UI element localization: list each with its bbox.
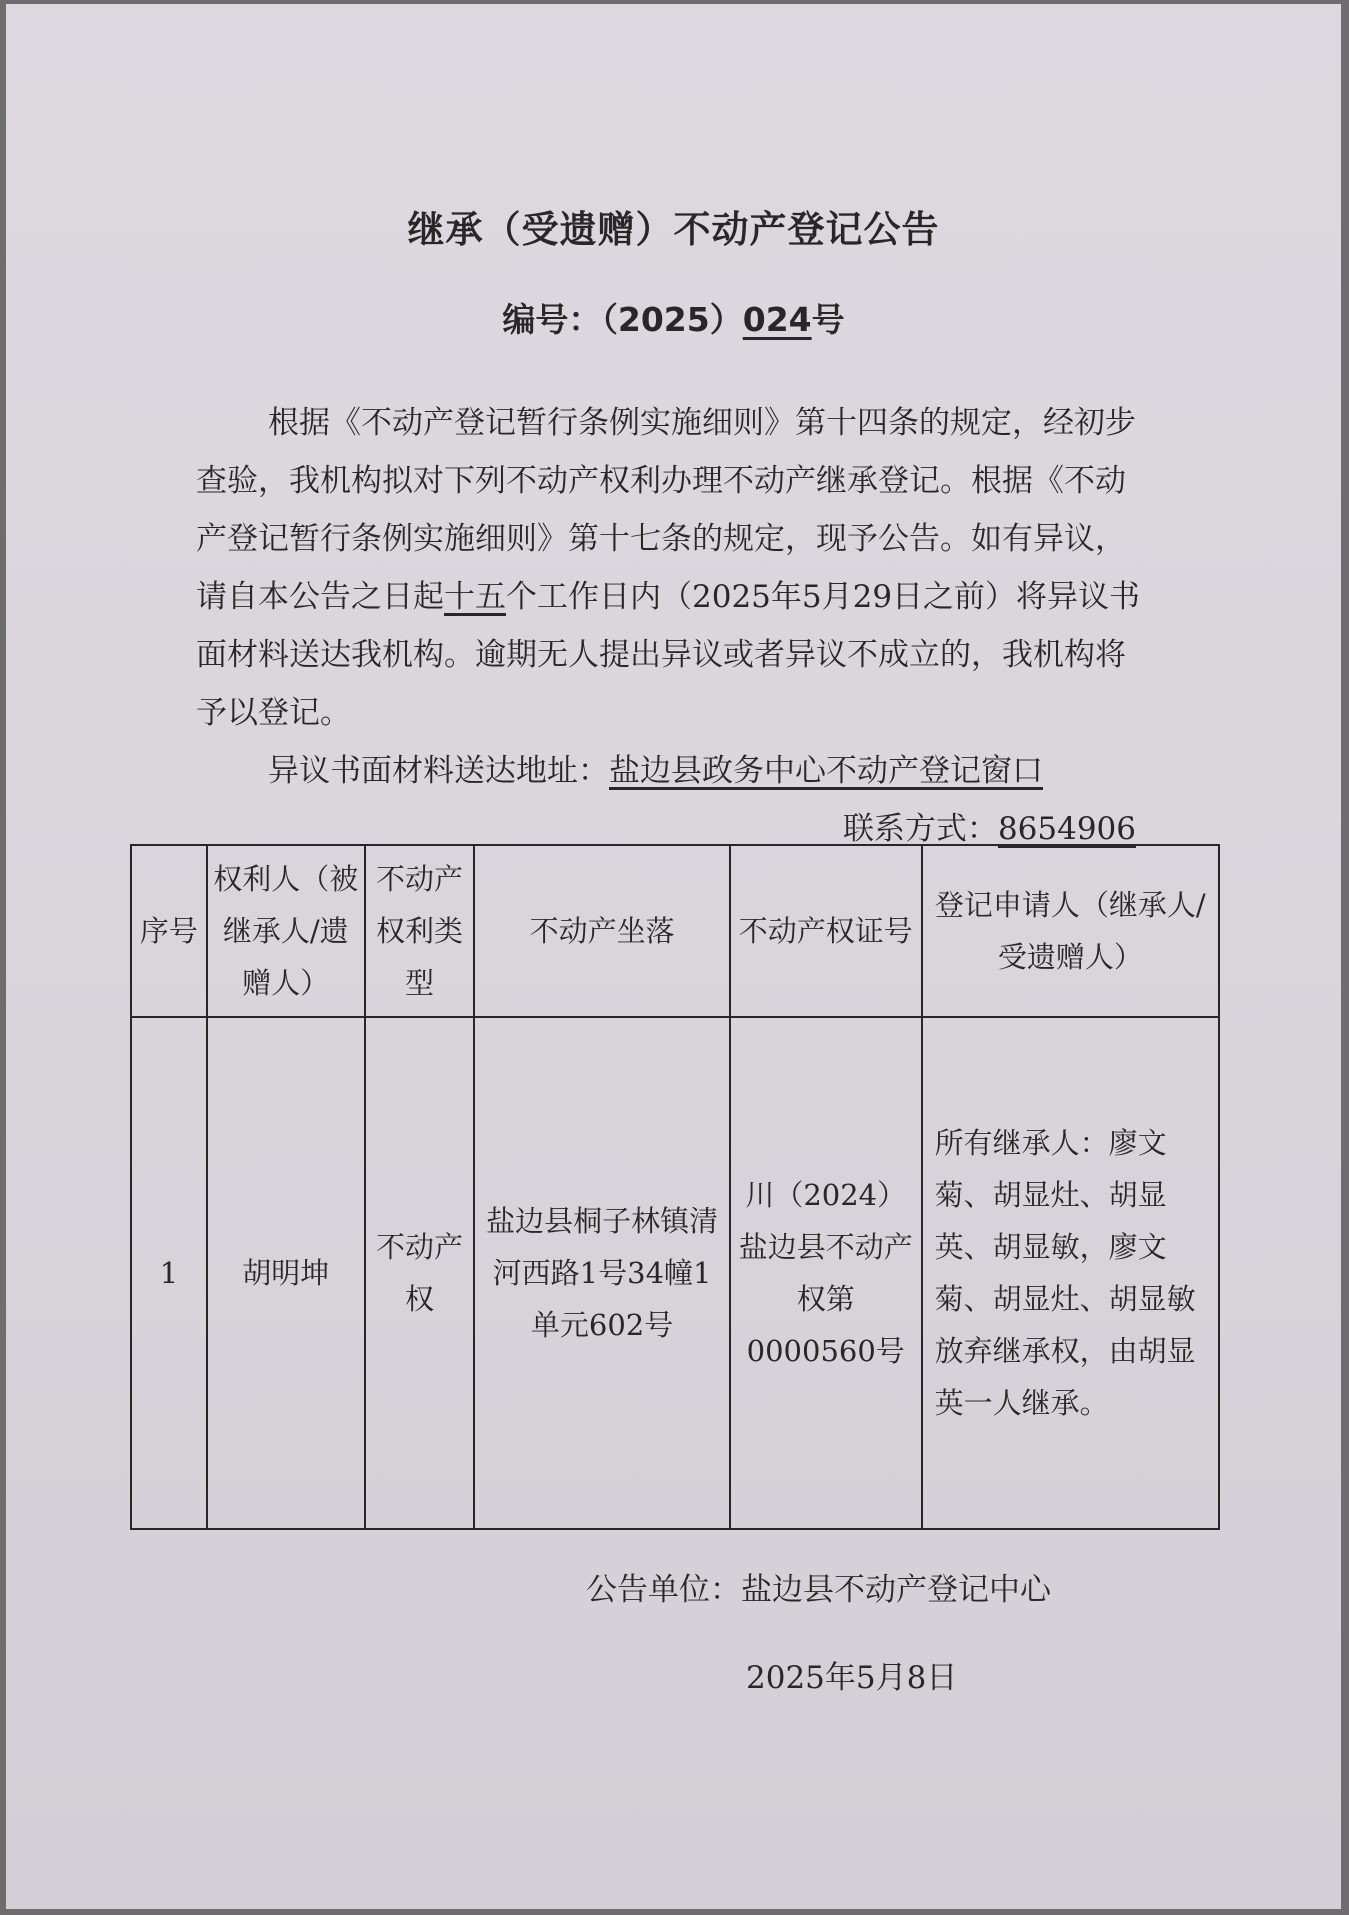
cell-index: 1 [131, 1017, 207, 1529]
cell-applicant: 所有继承人：廖文菊、胡显灶、胡显英、胡显敏，廖文菊、胡显灶、胡显敏放弃继承权，由胡显英一人继承。 [922, 1017, 1219, 1529]
document-page [6, 4, 1341, 1909]
cell-right-type: 不动产权 [365, 1017, 475, 1529]
notice-body [196, 394, 1156, 858]
paragraph-days: 十五 [444, 579, 506, 615]
number-prefix: 编号：（2025） [502, 300, 743, 339]
contact-label: 联系方式： [842, 811, 998, 847]
registration-table [130, 844, 1220, 1530]
address-value: 盐边县政务中心不动产登记窗口 [609, 753, 1043, 789]
header-right-type: 不动产权利类型 [365, 845, 475, 1017]
document-title: 继承（受遗赠）不动产登记公告 [407, 208, 940, 251]
document-number [6, 294, 1341, 341]
header-applicant: 登记申请人（继承人/受遗赠人） [922, 845, 1219, 1017]
paragraph-main-after: 个工作日内（2025年5月29日之前）将异议书面材料送达我机构。逾期无人提出异议或者异议不成立的，我机构将予以登记。 [196, 579, 1141, 731]
cell-owner: 胡明坤 [207, 1017, 365, 1529]
notice-paragraph [196, 394, 1156, 742]
number-value: 024 [742, 300, 812, 339]
header-index: 序号 [131, 845, 207, 1017]
number-suffix: 号 [811, 300, 845, 339]
cell-location: 盐边县桐子林镇清河西路1号34幢1单元602号 [474, 1017, 729, 1529]
table-header-row [131, 845, 1219, 1017]
header-location: 不动产坐落 [474, 845, 729, 1017]
header-owner: 权利人（被继承人/遗赠人） [207, 845, 365, 1017]
address-line [196, 742, 1156, 800]
address-label: 异议书面材料送达地址： [268, 753, 609, 789]
announcement-date: 2025年5月8日 [746, 1660, 958, 1696]
paragraph-main-before: 根据《不动产登记暂行条例实施细则》第十四条的规定，经初步查验，我机构拟对下列不动产权利办理不动产继承登记。根据《不动产登记暂行条例实施细则》第十七条的规定，现予公告。如有异议，请自本公告之日起 [196, 405, 1136, 615]
cell-cert-no: 川（2024）盐边县不动产权第0000560号 [730, 1017, 922, 1529]
announcing-unit: 公告单位：盐边县不动产登记中心 [586, 1572, 1051, 1608]
table-row [131, 1017, 1219, 1529]
contact-value: 8654906 [997, 811, 1136, 847]
header-cert-no: 不动产权证号 [730, 845, 922, 1017]
